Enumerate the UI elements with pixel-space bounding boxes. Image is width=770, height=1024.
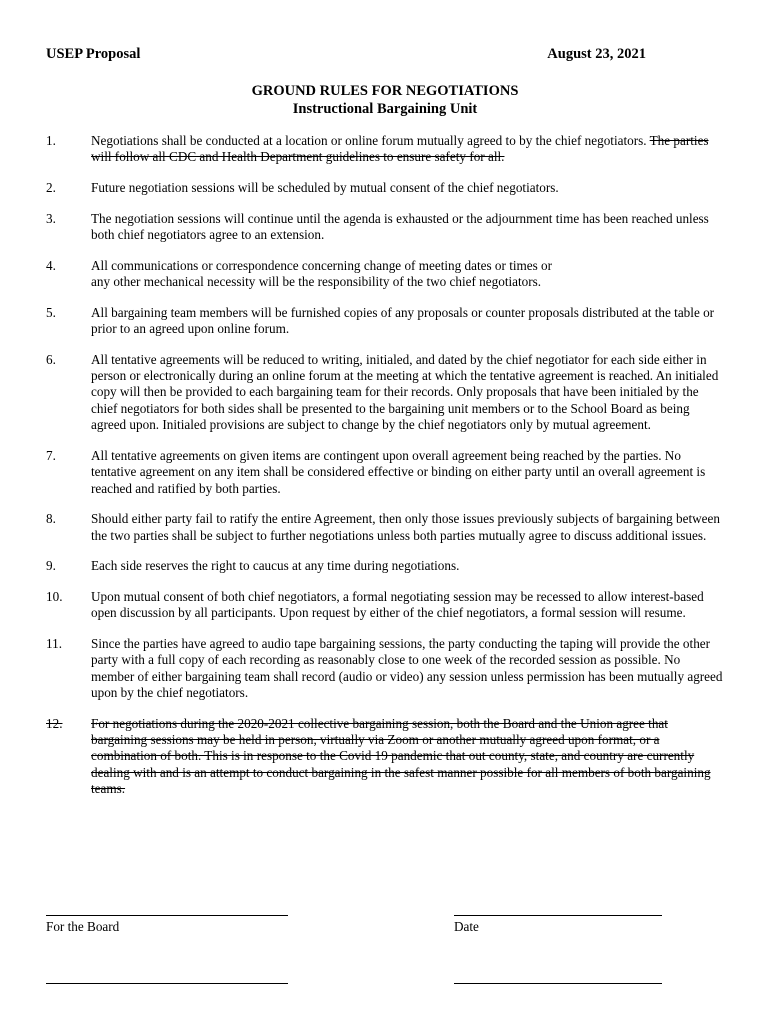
rule-number: 9. <box>46 558 56 574</box>
struck-text: The parties will follow all CDC and Health Department guidelines to ensure safety for all. <box>91 133 709 165</box>
rule-number: 5. <box>46 304 56 320</box>
rule-item-11 <box>46 636 726 702</box>
rule-number: 2. <box>46 180 56 195</box>
rule-text: Since the parties have agreed to audio tape bargaining sessions, the party conducting the taping will provide the other party with a full copy of each recording as reasonably close to one week of the recorded session as possible. No member of either bargaining team shall record (audio or video) any session unless permission has been mutually agreed upon by the chief negotiators. <box>91 635 723 701</box>
rule-text: All tentative agreements on given items are contingent upon overall agreement being reached by the parties. No tentative agreement on any item shall be considered effective or binding on either party until an overall agreement is reached and ratified by both parties. <box>91 447 706 496</box>
header-left: USEP Proposal <box>46 46 141 62</box>
title-subtitle: Instructional Bargaining Unit <box>292 101 478 117</box>
rule-text: Each side reserves the right to caucus at any time during negotiations. <box>91 558 460 574</box>
rule-number: 6. <box>46 351 56 367</box>
board-signature-line <box>46 915 288 916</box>
rule-item-8 <box>46 511 726 544</box>
union-signature-line <box>46 983 288 984</box>
board-signature-label: For the Board <box>46 919 120 934</box>
rule-number: 12. <box>46 715 63 731</box>
rule-text: For negotiations during the 2020-2021 collective bargaining session, both the Board and the Union agree that bargaining sessions may be held in person, virtually via Zoom or another mutually agreed upon format, or a combination of both. This is in response to the Covid 19 pandemic that out county, state, and country are currently dealing with and is an attempt to conduct bargaining in the safest manner possible for all members of both bargaining teams. <box>91 715 711 797</box>
rule-number: 3. <box>46 210 56 226</box>
rules-list <box>46 133 726 812</box>
document-title <box>0 82 770 118</box>
rule-number: 1. <box>46 133 56 148</box>
rule-number: 8. <box>46 511 56 527</box>
rule-text: Future negotiation sessions will be scheduled by mutual consent of the chief negotiators. <box>91 180 559 195</box>
title-main: GROUND RULES FOR NEGOTIATIONS <box>251 83 519 99</box>
rule-item-10 <box>46 589 726 622</box>
rule-text: All tentative agreements will be reduced to writing, initialed, and dated by the chief negotiator for each side either in person or electronically during an online forum at the meeting at which the tentative agreement is reached. An initialed copy will then be provided to each bargaining team for their records. Only proposals that have been initialed by the chief negotiators for both sides shall be presented to the bargaining unit members or to the School Board as being agreed upon. Initialed provisions are subject to change by the chief negotiators only by mutual agreement. <box>91 351 719 433</box>
rule-text: All communications or correspondence concerning change of meeting dates or times or any other mechanical necessity will be the responsibility of the two chief negotiators. <box>91 257 553 289</box>
rule-number: 10. <box>46 588 63 604</box>
rule-item-7 <box>46 448 726 497</box>
rule-item-3 <box>46 211 726 244</box>
header-date: August 23, 2021 <box>547 46 646 62</box>
board-date-line <box>454 915 662 916</box>
rule-text: Negotiations shall be conducted at a location or online forum mutually agreed to by the chief negotiators. The parties will follow all CDC and Health Department guidelines to ensure safety for all. <box>91 133 709 165</box>
union-date-line <box>454 983 662 984</box>
rule-item-2 <box>46 180 726 196</box>
rule-text: Upon mutual consent of both chief negotiators, a formal negotiating session may be recessed to allow interest-based open discussion by all participants. Upon request by either of the chief negotiators, a formal session will resume. <box>91 588 704 621</box>
rule-item-6 <box>46 352 726 434</box>
rule-text: All bargaining team members will be furnished copies of any proposals or counter proposals distributed at the table or prior to an agreed upon online forum. <box>91 304 715 336</box>
rule-number: 7. <box>46 447 56 463</box>
rule-item-4 <box>46 258 726 291</box>
board-date-label: Date <box>454 919 479 934</box>
rule-number: 11. <box>46 635 62 651</box>
rule-text: The negotiation sessions will continue until the agenda is exhausted or the adjournment time has been reached unless both chief negotiators agree to an extension. <box>91 210 709 242</box>
rule-item-12 <box>46 716 726 798</box>
rule-text: Should either party fail to ratify the entire Agreement, then only those issues previously subjects of bargaining between the two parties shall be subject to further negotiations unless both parties mutually agree to discuss additional issues. <box>91 511 720 543</box>
rule-number: 4. <box>46 257 56 273</box>
rule-item-9 <box>46 558 726 574</box>
rule-item-5 <box>46 305 726 338</box>
rule-item-1 <box>46 133 726 166</box>
